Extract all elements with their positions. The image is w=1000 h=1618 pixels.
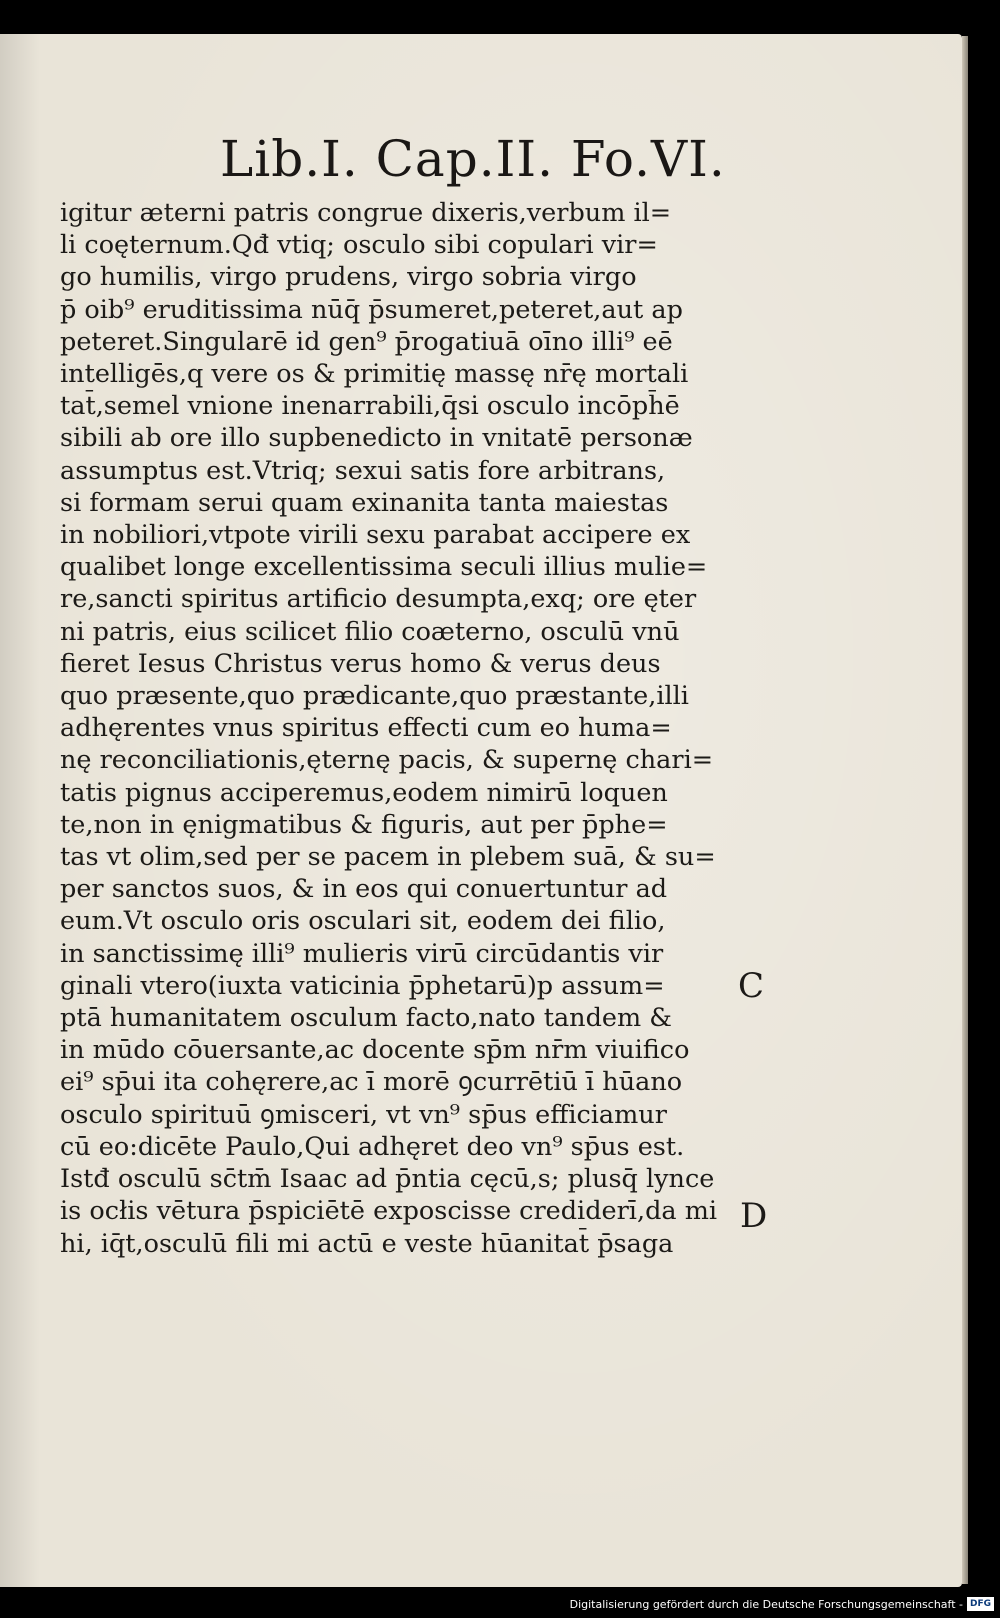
text-line: per sanctos suos, & in eos qui conuertuntur ad <box>60 874 668 905</box>
text-line: intelligēs,q vere os & primitię massę nr̄ę mortali <box>60 359 689 390</box>
text-line: sibili ab ore illo supbenedicto in vnitatē personæ <box>60 423 693 454</box>
text-line: peteret.Singularē id gen⁹ p̄rogatiuā oīno illi⁹ eē <box>60 326 673 357</box>
text-line: tat̄,semel vnione inenarrabili,q̄si osculo incōph̄ē <box>60 391 680 422</box>
text-line: ei⁹ sp̄ui ita cohęrere,ac ī morē ꝯcurrētiū ī hūano <box>60 1067 683 1098</box>
text-line: tatis pignus acciperemus,eodem nimirū loquen <box>60 777 668 808</box>
text-line: eum.Vt osculo oris osculari sit, eodem dei filio, <box>60 906 666 937</box>
running-head: Lib.I. Cap.II. Fo.VI. <box>220 130 726 188</box>
text-line: ginali vtero(iuxta vaticinia p̄phetarū)p assum= <box>60 970 665 1001</box>
text-line: Istđ osculū sc̄tm̄ Isaac ad p̄ntia cęcū,s; plusq̄ lynce <box>60 1164 715 1195</box>
text-line: in nobiliori,vtpote virili sexu parabat accipere ex <box>60 520 691 551</box>
text-line: ptā humanitatem osculum facto,nato tandem & <box>60 1003 672 1034</box>
text-line: in sanctissimę illi⁹ mulieris virū circūdantis vir <box>60 938 664 969</box>
text-line: p̄ oib⁹ eruditissima nūq̄ p̄sumeret,peteret,aut ap <box>60 294 683 325</box>
text-line: si formam serui quam exinanita tanta maiestas <box>60 487 669 518</box>
digitization-credit <box>570 1592 994 1616</box>
text-line: adhęrentes vnus spiritus effecti cum eo huma= <box>60 713 672 744</box>
text-line: assumptus est.Vtriq; sexui satis fore arbitrans, <box>60 455 666 486</box>
text-line: igitur æterni patris congrue dixeris,verbum il= <box>60 198 672 228</box>
margin-letter-c: C <box>738 966 765 1006</box>
text-line: qualibet longe excellentissima seculi illius mulie= <box>60 552 708 583</box>
text-line: quo præsente,quo prædicante,quo præstante,illi <box>60 681 689 712</box>
text-line: go humilis, virgo prudens, virgo sobria virgo <box>60 262 637 293</box>
text-line: nę reconciliationis,ęternę pacis, & supernę chari= <box>60 745 714 776</box>
text-line: fieret Iesus Christus verus homo & verus deus <box>60 648 661 679</box>
text-line: ni patris, eius scilicet filio coæterno, osculū vnū <box>60 616 680 647</box>
text-line: te,non in ęnigmatibus & figuris, aut per p̄phe= <box>60 809 668 840</box>
dfg-logo: DFG <box>967 1597 994 1611</box>
book-page <box>0 34 962 1587</box>
text-line: re,sancti spiritus artificio desumpta,exq; ore ęter <box>60 584 697 615</box>
text-line: li coęternum.Qđ vtiq; osculo sibi copulari vir= <box>60 230 658 261</box>
body-text <box>60 197 730 1260</box>
text-line: osculo spirituū ꝯmisceri, vt vn⁹ sp̄us efficiamur <box>60 1099 667 1130</box>
credit-text: Digitalisierung gefördert durch die Deutsche Forschungsgemeinschaft - <box>569 1597 963 1611</box>
text-line: is ocłis vētura p̄spiciētē exposcisse crediderī,da mi <box>60 1196 718 1227</box>
text-line: cū eo:dicēte Paulo,Qui adhęret deo vn⁹ sp̄us est. <box>60 1131 685 1162</box>
text-line: hi, iq̄t,osculū fili mi actū e veste hūanitat̄ p̄saga <box>60 1228 674 1259</box>
text-line: tas vt olim,sed per se pacem in plebem suā, & su= <box>60 842 716 873</box>
text-line: in mūdo cōuersante,ac docente sp̄m nr̄m viuifico <box>60 1035 690 1066</box>
margin-letter-d: D <box>740 1196 768 1236</box>
page-edge <box>962 36 968 1584</box>
